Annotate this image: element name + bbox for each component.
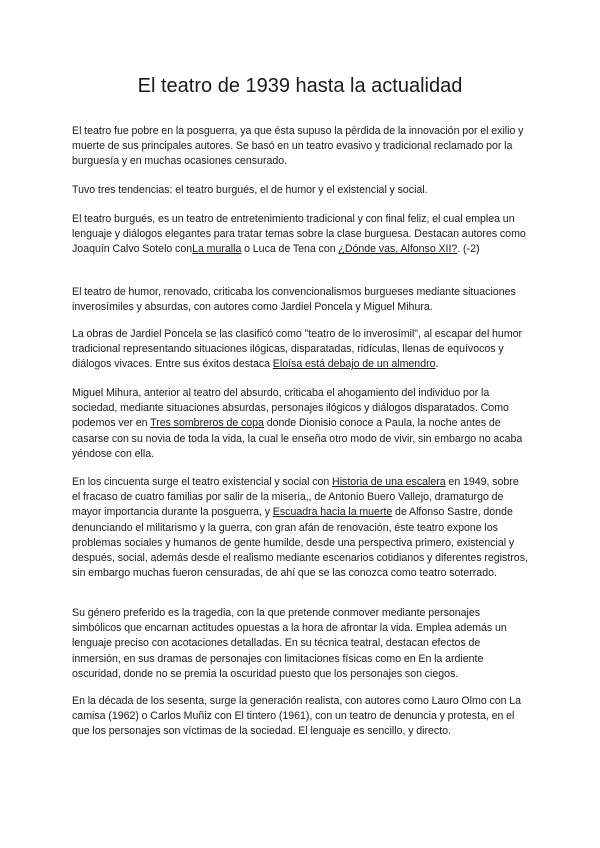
work-title-tres-sombreros: Tres sombreros de copa [150, 417, 264, 430]
work-title-eloisa: Eloísa está debajo de un almendro [272, 358, 436, 371]
paragraph-teatro-burgues [72, 212, 528, 258]
work-title-historia-escalera: Historia de una escalera [332, 476, 446, 488]
paragraph-text: de Alfonso Sastre, donde denunciando el militarismo y la guerra, con gran afán de renovación, éste teatro expone los problemas sociales y humanos de gente humilde, desde una perspectiva primero, existencial y después, social, además desde el realismo mediante escenarios cotidianos y diferentes registros, sin embargo muchas fueron censuradas, de ahí que se las conozca como teatro soterrado. [72, 506, 528, 580]
paragraph-text: Miguel Mihura, anterior al teatro del absurdo, criticaba el ahogamiento del individuo por la sociedad, mediante situaciones absurdas, personajes ilógicos y diálogos disparatados. Como podemos ver en [72, 387, 509, 430]
paragraph-text: El teatro burgués, es un teatro de entretenimiento tradicional y con final feliz, el cual emplea un lenguaje y diálogos elegantes para tratar temas sobre la clase burguesa. Destacan autores como Joaquín Calvo Sotelo con [72, 213, 526, 256]
paragraph-miguel-mihura [72, 386, 528, 462]
paragraph-text: La obras de Jardiel Poncela se las clasificó como "teatro de lo inverosímil", al escapar del humor tradicional representando situaciones ilógicas, disparatadas, ridículas, llenas de equívocos y diálogos vivaces. Entre sus éxitos destaca [72, 328, 523, 371]
paragraph-text: o Luca de Tena con [241, 243, 339, 256]
paragraph-teatro-humor: El teatro de humor, renovado, criticaba los convencionalismos burgueses mediante situaciones inverosímiles y absurdas, con autores como Jardiel Poncela y Miguel Mihura. [72, 286, 516, 314]
paragraph-tendencies: Tuvo tres tendencias: el teatro burgués, el de humor y el existencial y social. [72, 184, 428, 196]
paragraph-tragedia: Su género preferido es la tragedia, con la que pretende conmover mediante personajes simbólicos que encarnan actitudes opuestas a la hora de afrontar la vida. Emplea además un lenguaje preciso con acotaciones detalladas. En su técnica teatral, destacan efectos de inmersión, en sus dramas de personajes con limitaciones físicas como en En la ardiente oscuridad, donde no se premia la oscuridad puesto que los personajes son ciegos. [72, 607, 507, 680]
work-title-escuadra: Escuadra hacia la muerte [272, 506, 393, 519]
work-title-la-muralla: La muralla [192, 243, 242, 256]
paragraph-generacion-realista: En la década de los sesenta, surge la generación realista, con autores como Lauro Olmo con La camisa (1962) o Carlos Muñiz con El tintero (1961), con un teatro de denuncia y protesta, en el que los personajes son víctimas de la sociedad. El lenguaje es sencillo, y directo. [72, 695, 522, 738]
paragraph-text: donde Dionisio conoce a Paula, la noche antes de casarse con su novia de toda la vida, la cual le enseña otro modo de vivir, sin embargo no acaba yéndose con ella. [72, 417, 523, 460]
work-title-donde-vas-alfonso-xii: ¿Dónde vas, Alfonso XII? [338, 243, 458, 256]
paragraph-text: en 1949, sobre el fracaso de cuatro familias por salir de la miseria,, de Antonio Buero Vallejo, dramaturgo de mayor importancia durante la posguerra, y [72, 476, 519, 519]
paragraph-intro: El teatro fue pobre en la posguerra, ya que ésta supuso la pérdida de la innovación por el exilio y muerte de sus principales autores. Se basó en un teatro evasivo y tradicional reclamado por la burguesía y en muchas ocasiones censurado. [72, 125, 524, 168]
paragraph-text: . (-2) [457, 243, 480, 256]
paragraph-teatro-existencial [72, 475, 528, 581]
page-title: El teatro de 1939 hasta la actualidad [137, 75, 463, 97]
paragraph-text: . [435, 358, 439, 371]
paragraph-text: En los cincuenta surge el teatro existencial y social con [72, 476, 333, 488]
paragraph-jardiel-poncela [72, 327, 528, 373]
